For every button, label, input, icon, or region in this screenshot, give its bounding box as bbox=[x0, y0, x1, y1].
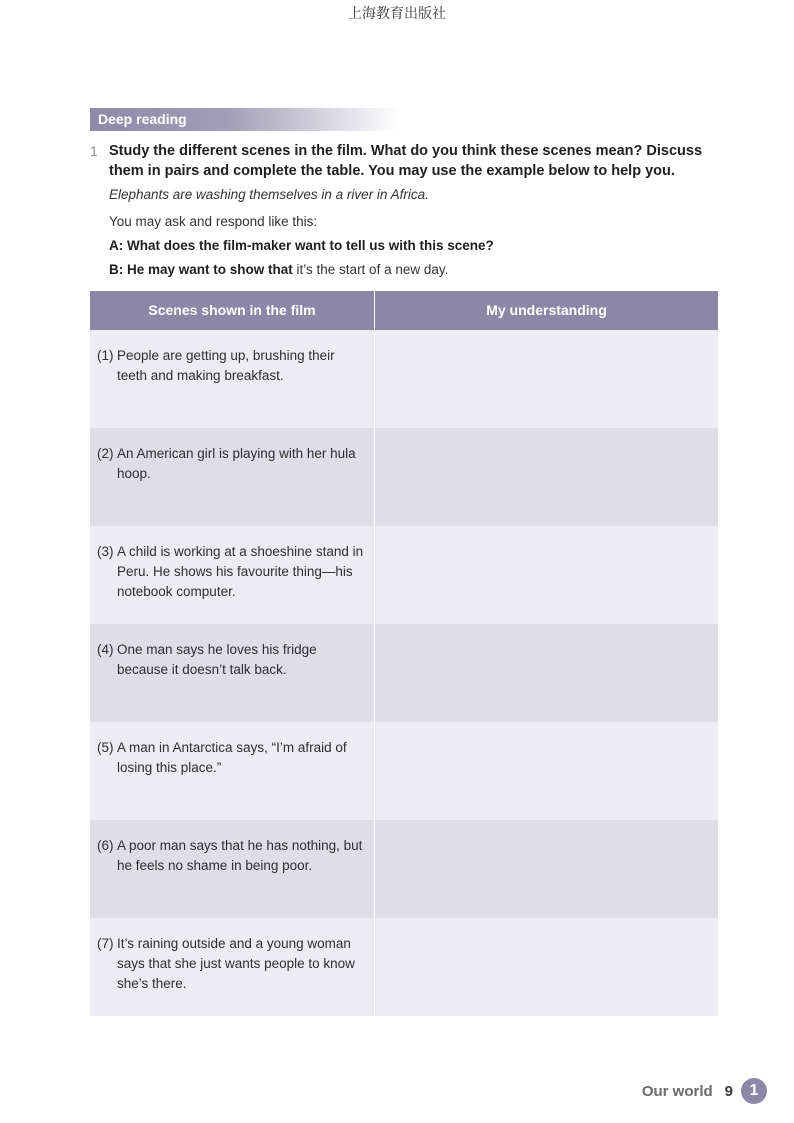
scene-cell bbox=[90, 624, 375, 722]
dialog-hint: You may ask and respond like this: bbox=[109, 214, 318, 229]
table-row bbox=[90, 330, 718, 428]
scene-text: An American girl is playing with her hula hoop. bbox=[117, 446, 356, 481]
understanding-cell[interactable] bbox=[375, 918, 718, 1016]
dialog-line-a bbox=[109, 236, 710, 256]
understanding-cell[interactable] bbox=[375, 624, 718, 722]
scene-number: (7) bbox=[97, 936, 114, 951]
understanding-cell[interactable] bbox=[375, 428, 718, 526]
unit-title: Our world bbox=[641, 1082, 713, 1100]
question-text: Study the different scenes in the film. What do you think these scenes mean? Discuss them in pairs and complete the table. You may use the example below to help you. bbox=[109, 143, 703, 179]
dialog-b-bold: B: He may want to show that bbox=[109, 262, 293, 277]
scene-text: A child is working at a shoeshine stand in Peru. He shows his favourite thing—his notebook computer. bbox=[117, 544, 364, 599]
table-row bbox=[90, 526, 718, 624]
table-row bbox=[90, 918, 718, 1016]
scene-cell bbox=[90, 918, 375, 1016]
understanding-cell[interactable] bbox=[375, 820, 718, 918]
question-block bbox=[90, 141, 710, 280]
scene-text: It’s raining outside and a young woman says that she just wants people to know she’s there. bbox=[117, 936, 355, 991]
section-title: Deep reading bbox=[90, 108, 400, 131]
scene-text: One man says he loves his fridge because it doesn’t talk back. bbox=[117, 642, 317, 677]
header-understanding: My understanding bbox=[486, 302, 607, 318]
scene-text: People are getting up, brushing their teeth and making breakfast. bbox=[117, 348, 335, 383]
question-number: 1 bbox=[90, 143, 98, 159]
scene-cell bbox=[90, 330, 375, 428]
table-row bbox=[90, 428, 718, 526]
example-scene: Elephants are washing themselves in a river in Africa. bbox=[109, 187, 429, 202]
scene-cell bbox=[90, 526, 375, 624]
header-scenes: Scenes shown in the film bbox=[90, 291, 375, 330]
understanding-cell[interactable] bbox=[375, 722, 718, 820]
scene-cell bbox=[90, 820, 375, 918]
scene-number: (1) bbox=[97, 348, 114, 363]
scene-cell bbox=[90, 722, 375, 820]
scene-number: (4) bbox=[97, 642, 114, 657]
scene-number: (2) bbox=[97, 446, 114, 461]
understanding-cell[interactable] bbox=[375, 330, 718, 428]
understanding-cell[interactable] bbox=[375, 526, 718, 624]
table-row bbox=[90, 820, 718, 918]
scene-text: A poor man says that he has nothing, but he feels no shame in being poor. bbox=[117, 838, 363, 873]
scene-text: A man in Antarctica says, “I’m afraid of losing this place.” bbox=[117, 740, 347, 775]
scene-number: (3) bbox=[97, 544, 114, 559]
scene-number: (6) bbox=[97, 838, 114, 853]
page-number: 9 bbox=[724, 1082, 733, 1100]
table-row bbox=[90, 722, 718, 820]
dialog-a-text: A: What does the film-maker want to tell us with this scene? bbox=[109, 238, 494, 253]
unit-number-badge: 1 bbox=[741, 1078, 767, 1104]
scenes-table bbox=[90, 291, 718, 1016]
dialog-b-plain: it’s the start of a new day. bbox=[292, 262, 449, 277]
table-header bbox=[90, 291, 718, 330]
page-footer bbox=[620, 1076, 780, 1106]
dialog-line-b bbox=[109, 260, 710, 280]
table-row bbox=[90, 624, 718, 722]
scene-number: (5) bbox=[97, 740, 114, 755]
scene-cell bbox=[90, 428, 375, 526]
publisher-name: 上海教育出版社 bbox=[348, 6, 446, 22]
